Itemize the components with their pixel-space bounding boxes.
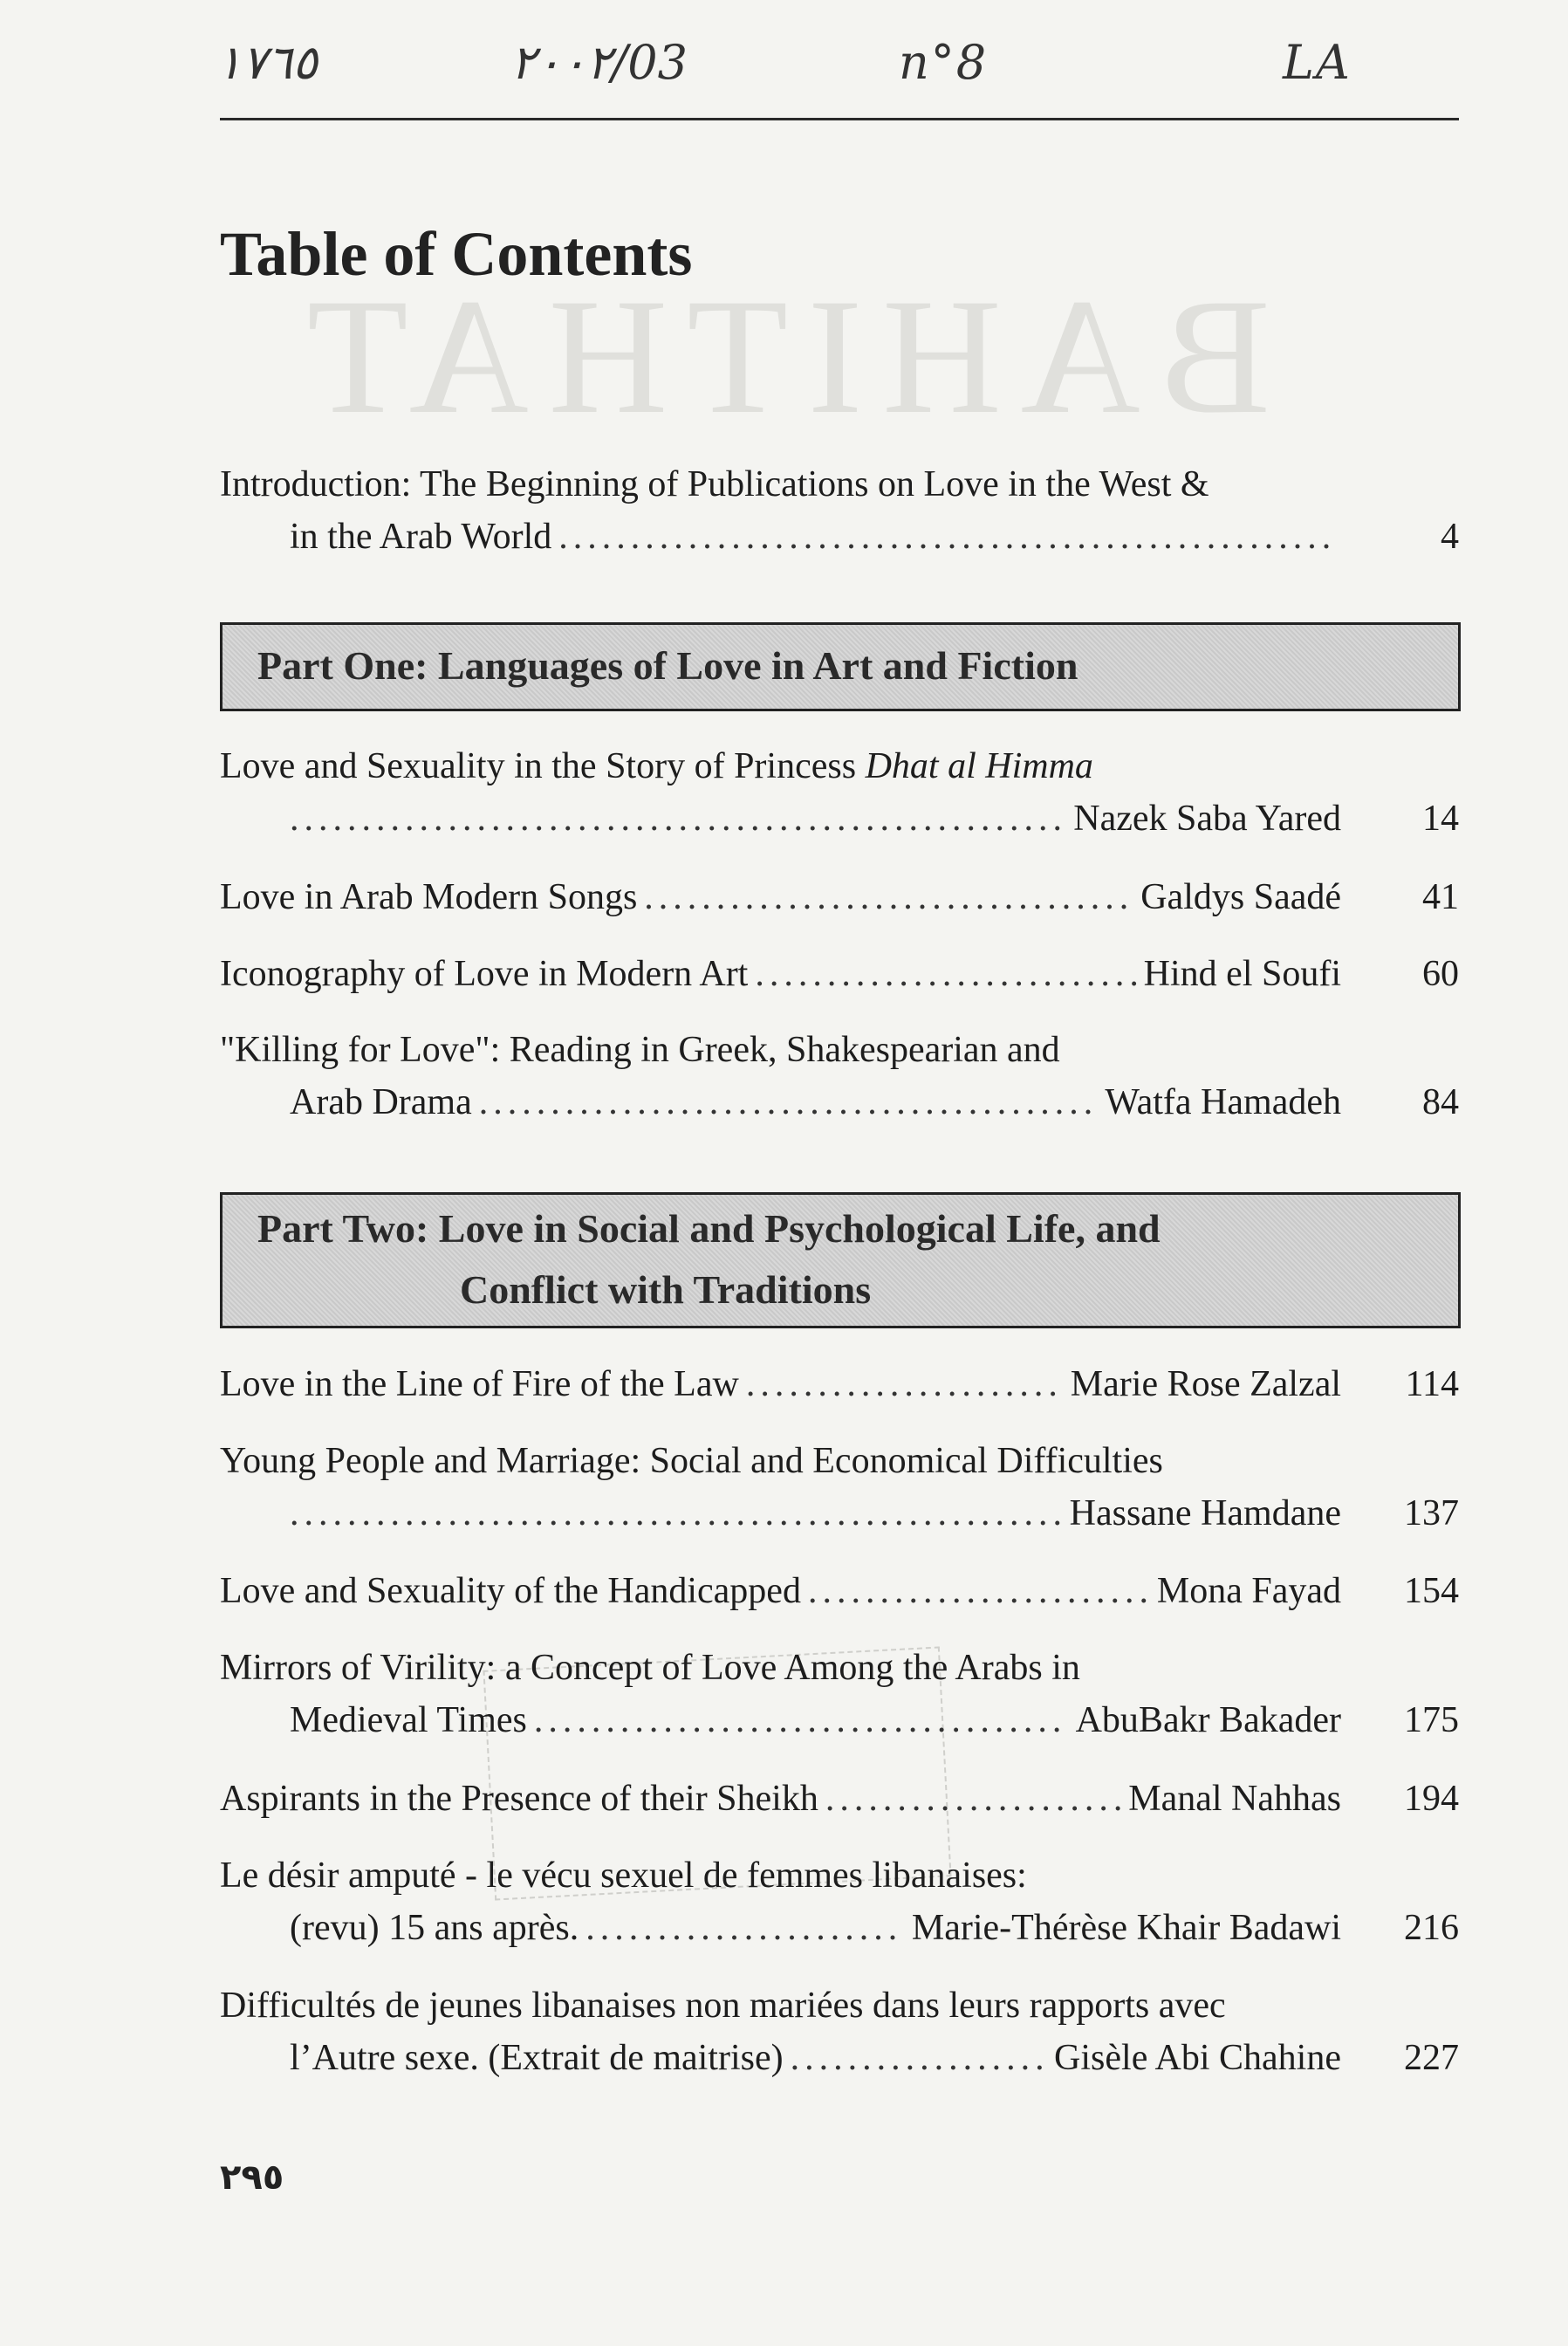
entry-title-cont: in the Arab World: [290, 517, 552, 557]
toc-entry[interactable]: [220, 871, 1459, 923]
page-number: 227: [1404, 2038, 1459, 2078]
bleed-through-watermark: BAHITHAT: [288, 265, 1270, 449]
page-number: 154: [1404, 1571, 1459, 1611]
leader-dots: [825, 1773, 1121, 1825]
toc-entry[interactable]: [220, 1565, 1459, 1617]
leader-dots: [644, 871, 1133, 923]
entry-line: Difficultés de jeunes libanaises non mariées dans leurs rapports avec: [220, 1986, 1226, 2026]
entry-title: Love in Arab Modern Songs: [220, 877, 638, 917]
page-number: 175: [1404, 1700, 1459, 1740]
toc-entry[interactable]: [220, 948, 1459, 1000]
entry-line: [220, 871, 1459, 923]
toc-entry[interactable]: [220, 1024, 1459, 1128]
toc-entry[interactable]: [220, 1773, 1459, 1825]
entry-line: [220, 1076, 1459, 1128]
entry-author: Hind el Soufi: [1143, 954, 1341, 994]
entry-line: [220, 792, 1459, 845]
page-number: 4: [1441, 517, 1459, 557]
toc-entry[interactable]: [220, 1358, 1459, 1410]
page-number: 194: [1404, 1779, 1459, 1819]
leader-dots: [808, 1565, 1150, 1617]
page-number: 114: [1405, 1364, 1459, 1404]
header-rule: [220, 118, 1459, 120]
entry-title: Love in the Line of Fire of the Law: [220, 1364, 739, 1404]
page-number: 60: [1422, 954, 1459, 994]
handwritten-code: LA: [1283, 35, 1352, 90]
entry-line: [220, 1773, 1459, 1825]
leader-dots: [290, 792, 1066, 845]
page-number: 137: [1404, 1493, 1459, 1533]
toc-entry[interactable]: [220, 1435, 1459, 1540]
page-number: 14: [1422, 799, 1459, 839]
entry-author: Marie Rose Zalzal: [1070, 1364, 1341, 1404]
entry-author: AbuBakr Bakader: [1075, 1700, 1341, 1740]
page-number: 41: [1422, 877, 1459, 917]
handwritten-inventory-number: ١٧٦٥: [216, 35, 318, 90]
toc-entry[interactable]: [220, 1642, 1459, 1746]
entry-title-cont: Medieval Times: [290, 1700, 527, 1740]
leader-dots: [479, 1076, 1099, 1128]
handwritten-date: ٢٠٠٢/03: [510, 35, 688, 90]
entry-line: Introduction: The Beginning of Publications on Love in the West &: [220, 464, 1209, 504]
leader-dots: [585, 1902, 905, 1954]
toc-entry-introduction[interactable]: [220, 458, 1459, 563]
page-title: Table of Contents: [220, 219, 693, 289]
page-number: 84: [1422, 1082, 1459, 1122]
part-one-heading: [220, 622, 1461, 711]
entry-author: Galdys Saadé: [1140, 877, 1341, 917]
entry-title: Love and Sexuality of the Handicapped: [220, 1571, 801, 1611]
entry-line: [220, 1358, 1459, 1410]
entry-line: Le désir amputé - le vécu sexuel de femmes libanaises:: [220, 1856, 1027, 1896]
leader-dots: [558, 511, 1334, 563]
entry-line: "Killing for Love": Reading in Greek, Shakespearian and: [220, 1030, 1060, 1070]
toc-entry[interactable]: [220, 1849, 1459, 1954]
entry-title: Iconography of Love in Modern Art: [220, 954, 749, 994]
footer-page-number: ٢٩٥: [220, 2157, 284, 2198]
entry-author: Watfa Hamadeh: [1105, 1082, 1341, 1122]
entry-line: Young People and Marriage: Social and Economical Difficulties: [220, 1441, 1163, 1481]
entry-line: [220, 948, 1459, 1000]
entry-author: Nazek Saba Yared: [1073, 799, 1341, 839]
entry-title: Aspirants in the Presence of their Sheikh: [220, 1779, 818, 1819]
entry-title-italic: Dhat al Himma: [865, 746, 1093, 786]
entry-line: [220, 1694, 1459, 1746]
part-two-heading: [220, 1192, 1461, 1328]
leader-dots: [534, 1694, 1069, 1746]
toc-entry[interactable]: [220, 1979, 1459, 2084]
entry-author: Marie-Thérèse Khair Badawi: [911, 1908, 1341, 1948]
entry-author: Hassane Hamdane: [1069, 1493, 1341, 1533]
entry-line: Mirrors of Virility: a Concept of Love Among the Arabs in: [220, 1648, 1080, 1688]
entry-title: Love and Sexuality in the Story of Princess: [220, 746, 866, 786]
page-number: 216: [1404, 1908, 1459, 1948]
entry-author: Manal Nahhas: [1128, 1779, 1341, 1819]
entry-title-cont: l’Autre sexe. (Extrait de maitrise): [290, 2038, 784, 2078]
part-heading-label: Part One: Languages of Love in Art and Fiction: [257, 643, 1078, 688]
entry-author: Mona Fayad: [1156, 1571, 1341, 1611]
entry-title-cont: (revu) 15 ans après.: [290, 1908, 579, 1948]
leader-dots: [791, 2032, 1047, 2084]
entry-line: [220, 2032, 1459, 2084]
entry-line: [220, 1487, 1459, 1540]
handwritten-issue-number: n°8: [899, 35, 989, 90]
part-heading-label: Conflict with Traditions: [460, 1267, 872, 1312]
toc-entry[interactable]: [220, 740, 1459, 845]
entry-line: [220, 740, 1459, 792]
entry-line: [220, 511, 1459, 563]
entry-author: Gisèle Abi Chahine: [1054, 2038, 1341, 2078]
entry-line: [220, 1565, 1459, 1617]
entry-title-cont: Arab Drama: [290, 1082, 472, 1122]
part-heading-label: Part Two: Love in Social and Psychological Life, and: [257, 1206, 1161, 1251]
leader-dots: [290, 1487, 1063, 1540]
leader-dots: [746, 1358, 1064, 1410]
leader-dots: [755, 948, 1136, 1000]
entry-line: [220, 1902, 1459, 1954]
